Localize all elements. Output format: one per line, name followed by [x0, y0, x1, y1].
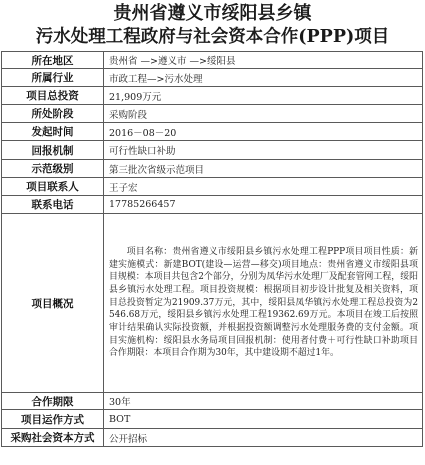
table-row: [2, 429, 423, 447]
label-contact: 项目联系人: [2, 178, 104, 196]
table-row: [2, 87, 423, 105]
value-launch: 2016－08－20: [104, 123, 423, 141]
table-row: [2, 196, 423, 214]
value-procurement: 公开招标: [104, 429, 423, 447]
value-term: 30年: [104, 393, 423, 410]
table-row: [2, 214, 423, 393]
table-row: [2, 393, 423, 410]
table-row: [2, 141, 423, 160]
value-operation: BOT: [104, 410, 423, 429]
table-row: [2, 178, 423, 196]
label-industry: 所属行业: [2, 69, 104, 87]
label-demo: 示范级别: [2, 160, 104, 178]
label-investment: 项目总投资: [2, 87, 104, 105]
value-location: 贵州省 —>遵义市 —>绥阳县: [104, 52, 423, 69]
value-industry: 市政工程—>污水处理: [104, 69, 423, 87]
title-line-2: 污水处理工程政府与社会资本合作(PPP)项目: [35, 27, 390, 47]
project-overview-text: 项目名称：贵州省遵义市绥阳县乡镇污水处理工程PPP项目项目性质：新建实施模式：新建BOT(建设—运营—移交)项目地点：贵州省遵义市绥阳县项目规模：本项目共包含2个部分，分别为凤华污水处理厂及配套管网工程，绥阳县乡镇污水处理工程。项目投资规模：根据项目初步设计批复及相关资料，项目总投资暂定为21909.37万元，其中，绥阳县凤华镇污水处理工程总投资为2546.68万元，绥阳县乡镇污水处理工程19362.69万元。本项目在竣工后按照审计结果确认实际投资额，并根据投资额调整污水处理服务费的支付金额。项目实施机构：绥阳县水务局项目回报机制：使用者付费＋可行性缺口补助项目合作期限：本项目合作期为30年，其中建设期不超过1年。: [109, 246, 418, 359]
table-row: [2, 52, 423, 69]
value-stage: 采购阶段: [104, 105, 423, 123]
label-launch: 发起时间: [2, 123, 104, 141]
value-phone: 17785266457: [104, 196, 423, 214]
value-overview-cell: [104, 214, 423, 393]
table-row: [2, 69, 423, 87]
document-title: [0, 0, 425, 50]
value-return: 可行性缺口补助: [104, 141, 423, 160]
label-stage: 所处阶段: [2, 105, 104, 123]
label-location: 所在地区: [2, 52, 104, 69]
title-line-1: 贵州省遵义市绥阳县乡镇: [113, 3, 312, 24]
table-row: [2, 410, 423, 429]
label-phone: 联系电话: [2, 196, 104, 214]
value-contact: 王子宏: [104, 178, 423, 196]
value-investment: 21,909万元: [104, 87, 423, 105]
label-term: 合作期限: [2, 393, 104, 410]
table-row: [2, 105, 423, 123]
project-info-table: [1, 51, 423, 447]
label-procurement: 采购社会资本方式: [2, 429, 104, 447]
table-row: [2, 160, 423, 178]
value-demo: 第三批次省级示范项目: [104, 160, 423, 178]
label-return: 回报机制: [2, 141, 104, 160]
table-row: [2, 123, 423, 141]
label-operation: 项目运作方式: [2, 410, 104, 429]
label-overview: 项目概况: [2, 214, 104, 393]
